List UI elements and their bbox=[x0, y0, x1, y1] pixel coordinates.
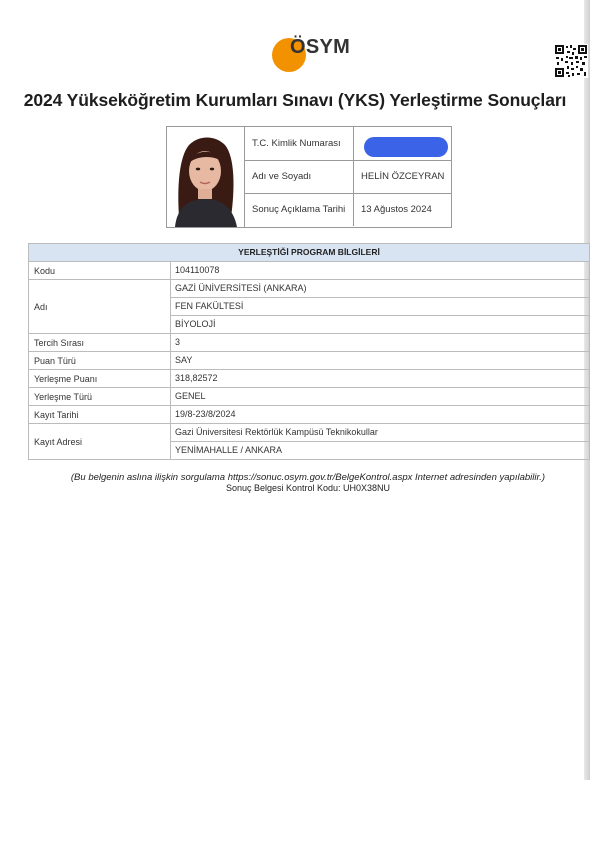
row-label: Kayıt Adresi bbox=[29, 424, 171, 459]
page-title: 2024 Yükseköğretim Kurumları Sınavı (YKS) Yerleştirme Sonuçları bbox=[23, 90, 567, 110]
table-row bbox=[29, 280, 589, 334]
row-label: Adı bbox=[29, 280, 171, 333]
name-value: HELİN ÖZCEYRAN bbox=[361, 171, 445, 182]
applicant-photo bbox=[167, 127, 245, 227]
table-row bbox=[29, 352, 589, 370]
table-row bbox=[29, 406, 589, 424]
tc-label: T.C. Kimlik Numarası bbox=[245, 127, 354, 160]
id-row-date bbox=[245, 193, 451, 227]
table-row bbox=[29, 388, 589, 406]
redaction-mark bbox=[364, 137, 448, 157]
row-value: 19/8-23/8/2024 bbox=[175, 409, 236, 419]
program-table bbox=[28, 243, 590, 460]
logo-text: ÖSYM bbox=[290, 36, 351, 58]
program-table-header: YERLEŞTİĞİ PROGRAM BİLGİLERİ bbox=[29, 244, 589, 262]
row-value: Gazi Üniversitesi Rektörlük Kampüsü Teknikokullar bbox=[171, 424, 589, 442]
control-code: Sonuç Belgesi Kontrol Kodu: UH0X38NU bbox=[225, 483, 391, 493]
name-label: Adı ve Soyadı bbox=[245, 160, 354, 193]
table-row bbox=[29, 370, 589, 388]
row-label: Yerleşme Türü bbox=[29, 388, 171, 405]
qr-code-icon bbox=[554, 44, 588, 78]
portrait-image bbox=[167, 127, 244, 227]
row-value: FEN FAKÜLTESİ bbox=[171, 298, 589, 316]
row-value: 318,82572 bbox=[175, 373, 218, 383]
table-row bbox=[29, 334, 589, 352]
row-label: Kodu bbox=[29, 262, 171, 279]
table-row bbox=[29, 424, 589, 459]
row-value: 104110078 bbox=[175, 265, 220, 275]
verification-note: (Bu belgenin aslına ilişkin sorgulama https://sonuc.osym.gov.tr/BelgeKontrol.aspx Internet adresinden yapılabilir.) bbox=[70, 472, 546, 483]
date-label: Sonuç Açıklama Tarihi bbox=[245, 193, 354, 226]
row-label: Kayıt Tarihi bbox=[29, 406, 171, 423]
osym-logo bbox=[270, 34, 350, 76]
row-value: 3 bbox=[175, 337, 181, 347]
row-label: Tercih Sırası bbox=[29, 334, 171, 351]
id-row-name bbox=[245, 160, 451, 194]
row-label: Yerleşme Puanı bbox=[29, 370, 171, 387]
table-row bbox=[29, 262, 589, 280]
row-value: YENİMAHALLE / ANKARA bbox=[175, 445, 283, 455]
row-label: Puan Türü bbox=[29, 352, 171, 369]
row-value: SAY bbox=[175, 355, 193, 365]
date-value: 13 Ağustos 2024 bbox=[361, 204, 432, 215]
row-value: BİYOLOJİ bbox=[175, 319, 216, 329]
row-value: GENEL bbox=[175, 391, 206, 401]
row-value: GAZİ ÜNİVERSİTESİ (ANKARA) bbox=[171, 280, 589, 298]
